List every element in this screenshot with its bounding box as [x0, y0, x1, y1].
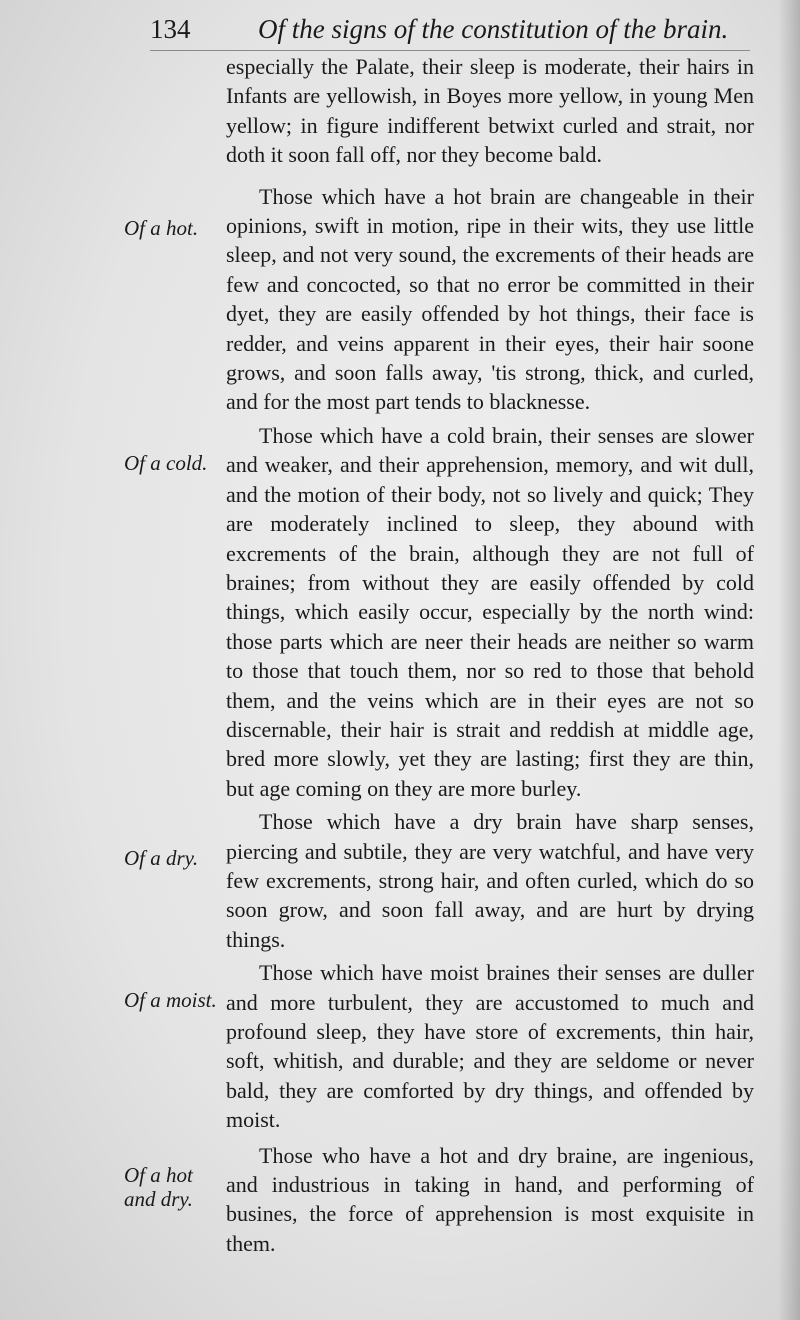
paragraph-moist-brain: Those which have moist braines their senses are duller and more turbulent, they are accustomed to much and profound sleep, they have store of excrements, thin hair, soft, whitish, and durable; and they are seldome or never bald, they are comforted by dry things, and offended by moist.	[226, 960, 754, 1133]
paragraph-dry-brain: Those which have a dry brain have sharp senses, piercing and subtile, they are very watchful, and have very few excrements, strong hair, and often curled, which do so soon grow, and soon fall away, and are hurt by drying things.	[226, 809, 754, 952]
paragraph-hot-and-dry-brain: Those who have a hot and dry braine, are ingenious, and industrious in taking in hand, and performing of busines, the force of apprehension is most exquisite in them.	[226, 1142, 754, 1256]
marginal-note-cold: Of a cold.	[124, 451, 208, 475]
running-header	[150, 14, 730, 54]
page-number: 134	[150, 14, 191, 44]
page-gutter-shadow	[778, 0, 800, 1320]
paragraph-continuation: especially the Palate, their sleep is moderate, their hairs in Infants are yellowish, in Boyes more yellow, in young Men yellow; in figure indifferent betwixt curled and strait, nor doth it soon fall off, nor they become bald.	[226, 54, 754, 168]
paragraph-hot-brain: Those which have a hot brain are changeable in their opinions, swift in motion, ripe in their wits, they use little sleep, and not very sound, the excrements of their heads are few and concocted, so that no error be committed in their dyet, they are easily offended by hot things, their face is redder, and veins apparent in their eyes, their hair soone grows, and soon falls away, 'tis strong, thick, and curled, and for the most part tends to blacknesse.	[226, 183, 754, 415]
marginal-note-hot: Of a hot.	[124, 216, 199, 240]
marginal-note-hot-and-dry: Of a hot and dry.	[124, 1163, 193, 1211]
running-title: Of the signs of the constitution of the brain.	[258, 14, 729, 44]
body-text	[226, 52, 754, 1258]
header-rule	[150, 50, 750, 51]
paragraph-cold-brain: Those which have a cold brain, their senses are slower and weaker, and their apprehension, memory, and wit dull, and the motion of their body, not so lively and quick; They are moderately inclined to sleep, they abound with excrements of the brain, although they are not full of braines; from without they are easily offended by cold things, which easily occur, especially by the north wind: those parts which are neer their heads are neither so warm to those that touch them, nor so red to those that behold them, and the veins which are in their eyes are not so discernable, their hair is strait and reddish at middle age, bred more slowly, yet they are lasting; first they are thin, but age coming on they are more burley.	[226, 422, 754, 801]
marginal-note-moist: Of a moist.	[124, 988, 217, 1012]
marginal-note-dry: Of a dry.	[124, 846, 199, 870]
